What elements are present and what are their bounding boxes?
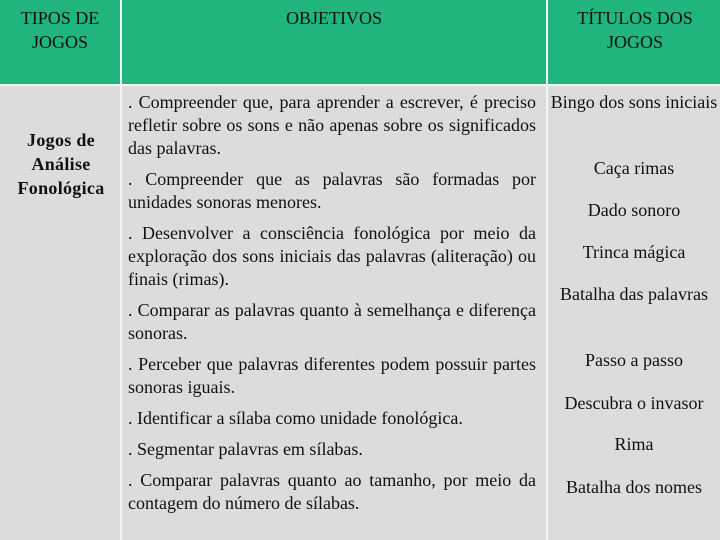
objectives-list bbox=[128, 91, 536, 515]
game-title: Batalha dos nomes bbox=[566, 477, 702, 497]
game-title: Bingo dos sons iniciais bbox=[550, 92, 718, 112]
header-tipos-de-jogos: TIPOS DE JOGOS bbox=[20, 8, 100, 52]
objective-item: . Compreender que as palavras são formadas por unidades sonoras menores. bbox=[128, 169, 536, 212]
game-title: Passo a passo bbox=[585, 350, 683, 370]
header-objetivos: OBJETIVOS bbox=[285, 8, 382, 28]
game-title: Batalha das palavras bbox=[560, 284, 708, 304]
objective-item: . Identificar a sílaba como unidade fonológica. bbox=[128, 408, 463, 428]
objective-item: . Segmentar palavras em sílabas. bbox=[128, 439, 363, 459]
game-title: Rima bbox=[614, 434, 654, 454]
objective-item: . Comparar as palavras quanto à semelhança e diferença sonoras. bbox=[128, 300, 536, 343]
objective-item: . Comparar palavras quanto ao tamanho, por meio da contagem do número de sílabas. bbox=[128, 470, 536, 513]
game-title: Dado sonoro bbox=[587, 200, 681, 220]
objective-item: . Compreender que, para aprender a escrever, é preciso refletir sobre os sons e não apenas sobre os significados das palavras. bbox=[128, 92, 536, 158]
game-title: Descubra o invasor bbox=[564, 393, 704, 413]
column-divider bbox=[546, 0, 548, 540]
game-type-label: Jogos de Análise Fonológica bbox=[17, 130, 105, 198]
objective-item: . Perceber que palavras diferentes podem possuir partes sonoras iguais. bbox=[128, 354, 536, 397]
game-title: Caça rimas bbox=[593, 158, 675, 178]
column-divider bbox=[120, 0, 122, 540]
objective-item: . Desenvolver a consciência fonológica por meio da exploração dos sons iniciais das palavras (aliteração) ou finais (rimas). bbox=[128, 223, 536, 289]
game-title: Trinca mágica bbox=[582, 242, 686, 262]
header-titulos-dos-jogos: TÍTULOS DOS JOGOS bbox=[577, 8, 693, 52]
header-divider bbox=[0, 84, 720, 86]
